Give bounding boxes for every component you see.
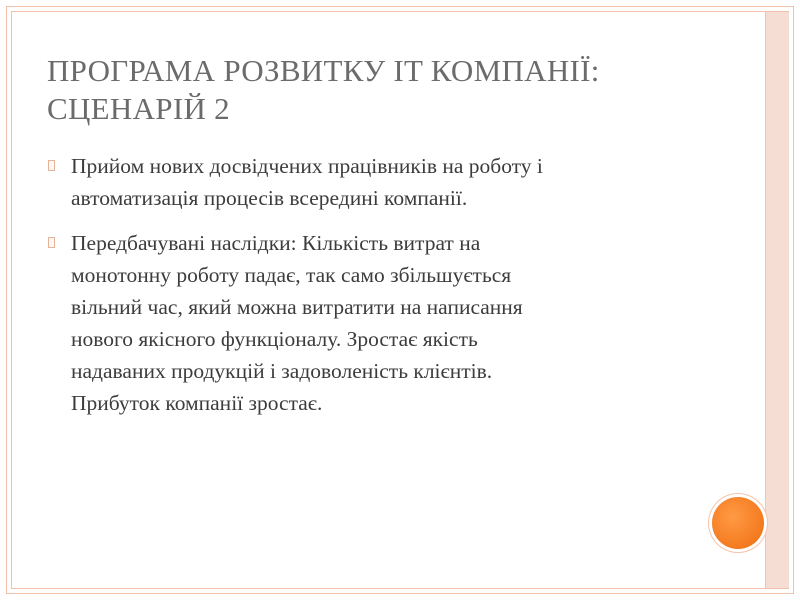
- bullet-item-consequences: [48, 227, 688, 419]
- orange-circle-icon: [712, 497, 764, 549]
- bullet-text-line: вільний час, який можна витратити на написання: [71, 295, 523, 319]
- square-bullet-icon: [48, 237, 55, 248]
- bullet-text-line: монотонну роботу падає, так само збільшується: [71, 263, 512, 287]
- bullet-text-line: Передбачувані наслідки: Кількість витрат на: [71, 231, 481, 255]
- bullet-text-line: надаваних продукцій і задоволеність клієнтів.: [71, 359, 493, 383]
- slide-title-line-1: ПРОГРАМА РОЗВИТКУ IT КОМПАНІЇ:: [47, 53, 600, 88]
- slide-title: [47, 52, 747, 128]
- bullet-list: [48, 150, 688, 432]
- bullet-text-line: Прийом нових досвідчених працівників на роботу і: [71, 154, 543, 178]
- bullet-text-line: автоматизація процесів всередині компанії.: [71, 186, 468, 210]
- bullet-text-line: Прибуток компанії зростає.: [71, 391, 323, 415]
- bullet-item-hiring: [48, 150, 688, 214]
- bullet-text-line: нового якісного функціоналу. Зростає якість: [71, 327, 478, 351]
- slide-title-line-2: СЦЕНАРІЙ 2: [47, 91, 230, 126]
- square-bullet-icon: [48, 160, 55, 171]
- slide-side-band: [765, 12, 789, 588]
